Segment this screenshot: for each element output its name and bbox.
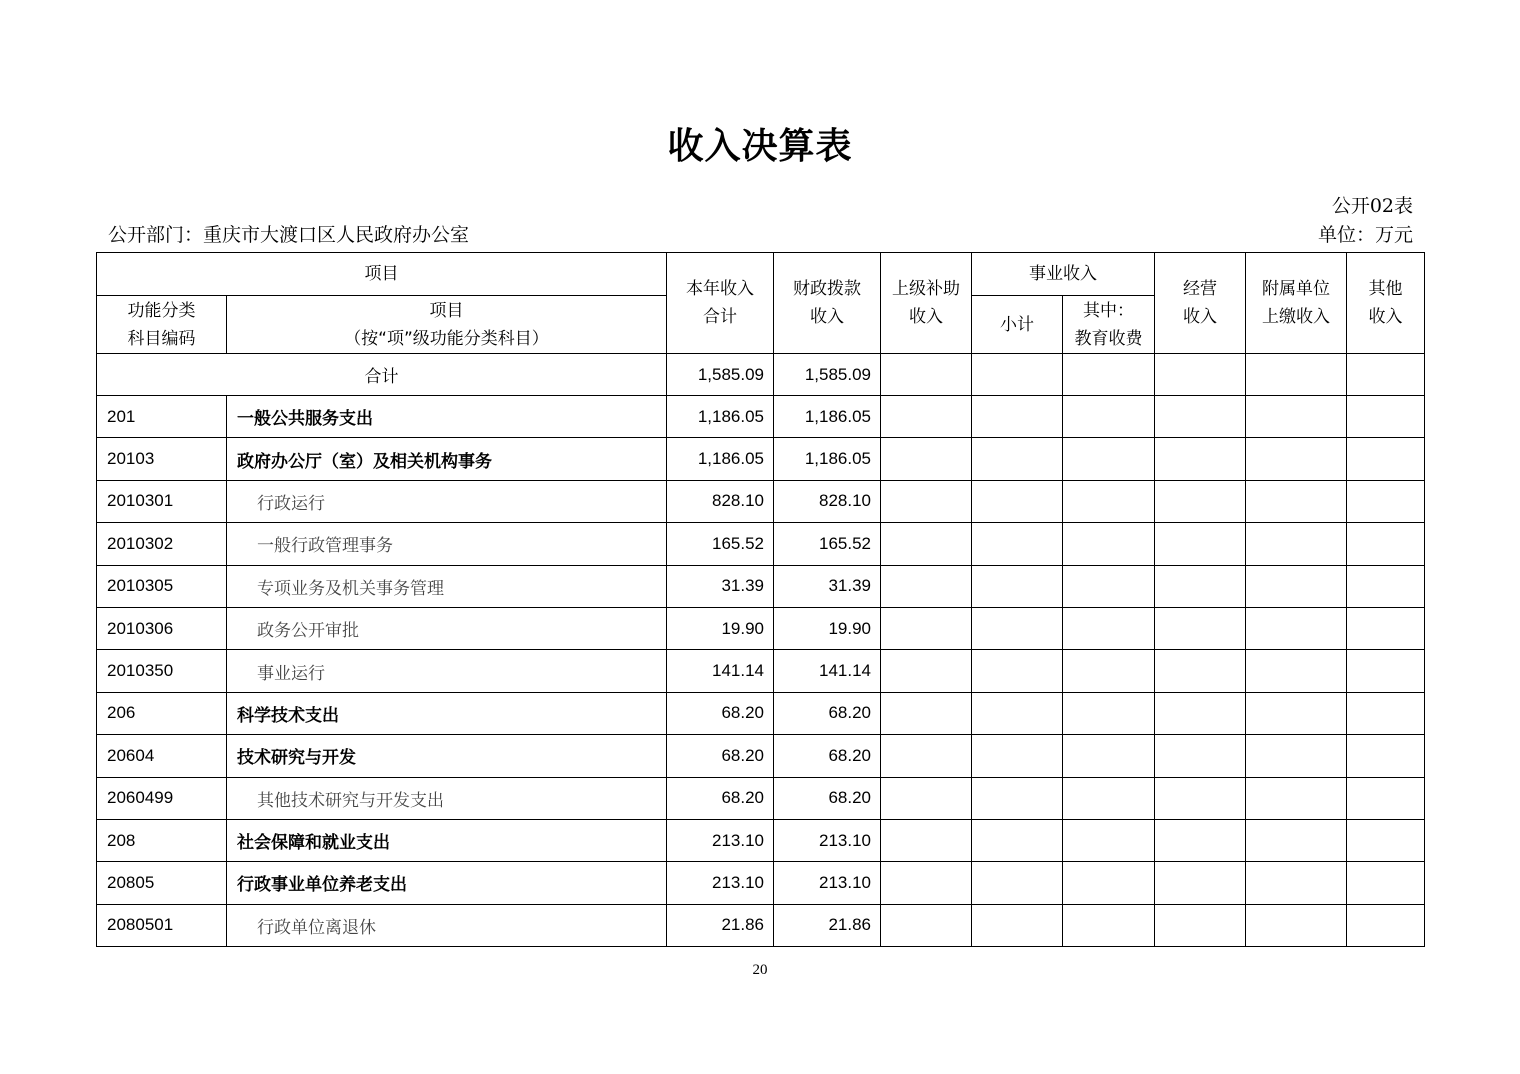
row-fiscal: 141.14: [774, 650, 881, 692]
row-name: 其他技术研究与开发支出: [227, 777, 667, 819]
empty-cell: [1347, 692, 1425, 734]
empty-cell: [881, 565, 972, 607]
empty-cell: [881, 396, 972, 438]
empty-cell: [881, 650, 972, 692]
empty-cell: [1063, 396, 1155, 438]
header-total-income: [667, 253, 774, 354]
table-row: [97, 480, 1425, 522]
header-fiscal-line2: 收入: [810, 307, 844, 327]
row-name: 一般行政管理事务: [227, 523, 667, 565]
table-body: [97, 396, 1425, 947]
table-row: [97, 692, 1425, 734]
row-code: 2010301: [97, 480, 227, 522]
empty-cell: [1155, 396, 1246, 438]
empty-cell: [1155, 862, 1246, 904]
header-other: [1347, 253, 1425, 354]
empty-cell: [1347, 396, 1425, 438]
empty-cell: [1246, 819, 1347, 861]
row-total-income: 68.20: [667, 692, 774, 734]
row-code: 20805: [97, 862, 227, 904]
empty-cell: [1347, 735, 1425, 777]
header-func-code-line2: 科目编码: [127, 328, 196, 349]
empty-cell: [881, 777, 972, 819]
header-other-line1: 其他: [1368, 279, 1403, 299]
row-code: 2060499: [97, 777, 227, 819]
empty-cell: [972, 819, 1063, 861]
empty-cell: [1246, 523, 1347, 565]
empty-cell: [1347, 607, 1425, 649]
row-fiscal: 828.10: [774, 480, 881, 522]
empty-cell: [1347, 523, 1425, 565]
row-total-income: 31.39: [667, 565, 774, 607]
department-label: 公开部门：重庆市大渡口区人民政府办公室: [108, 224, 470, 246]
empty-cell: [881, 607, 972, 649]
row-total-income: 141.14: [667, 650, 774, 692]
empty-cell: [972, 438, 1063, 480]
empty-cell: [1347, 862, 1425, 904]
row-code: 208: [97, 819, 227, 861]
header-total-income-line2: 合计: [703, 307, 737, 327]
header-affiliated-line1: 附属单位: [1262, 279, 1330, 299]
row-name: 行政单位离退休: [227, 904, 667, 946]
header-career-income: 事业收入: [972, 253, 1155, 296]
row-name: 行政事业单位养老支出: [227, 862, 667, 904]
empty-cell: [1155, 480, 1246, 522]
empty-cell: [972, 523, 1063, 565]
row-code: 2010306: [97, 607, 227, 649]
header-business-line2: 收入: [1183, 307, 1217, 327]
table-row: [97, 565, 1425, 607]
empty-cell: [1246, 607, 1347, 649]
empty-cell: [1063, 565, 1155, 607]
empty-cell: [881, 819, 972, 861]
empty-cell: [1347, 904, 1425, 946]
empty-cell: [1063, 438, 1155, 480]
row-name: 政务公开审批: [227, 607, 667, 649]
empty-cell: [1155, 438, 1246, 480]
empty-cell: [972, 650, 1063, 692]
empty-cell: [1246, 904, 1347, 946]
row-total-income: 68.20: [667, 777, 774, 819]
table-row: [97, 777, 1425, 819]
empty-cell: [972, 607, 1063, 649]
empty-cell: [972, 692, 1063, 734]
row-code: 2080501: [97, 904, 227, 946]
empty-cell: [881, 480, 972, 522]
header-business-line1: 经营: [1183, 279, 1217, 299]
empty-cell: [1063, 777, 1155, 819]
empty-cell: [972, 480, 1063, 522]
header-func-code: [97, 296, 227, 354]
row-name: 社会保障和就业支出: [227, 819, 667, 861]
row-name: 科学技术支出: [227, 692, 667, 734]
empty-cell: [1246, 565, 1347, 607]
row-code: 2010350: [97, 650, 227, 692]
empty-cell: [881, 354, 972, 396]
empty-cell: [881, 862, 972, 904]
row-code: 20604: [97, 735, 227, 777]
row-total-income: 1,186.05: [667, 438, 774, 480]
row-fiscal: 21.86: [774, 904, 881, 946]
empty-cell: [1063, 735, 1155, 777]
empty-cell: [1155, 650, 1246, 692]
empty-cell: [972, 735, 1063, 777]
row-total-income: 828.10: [667, 480, 774, 522]
empty-cell: [972, 354, 1063, 396]
header-total-income-line1: 本年收入: [686, 279, 754, 299]
table-row: [97, 819, 1425, 861]
header-superior-line1: 上级补助: [892, 279, 960, 299]
empty-cell: [1246, 438, 1347, 480]
total-income-value: 1,585.09: [667, 354, 774, 396]
header-superior: [881, 253, 972, 354]
empty-cell: [881, 904, 972, 946]
page-title: 收入决算表: [667, 126, 853, 167]
total-row: [97, 354, 1425, 396]
total-fiscal-value: 1,585.09: [774, 354, 881, 396]
empty-cell: [1246, 777, 1347, 819]
empty-cell: [1155, 692, 1246, 734]
table-row: [97, 396, 1425, 438]
empty-cell: [1347, 354, 1425, 396]
header-project: 项目: [97, 253, 667, 296]
empty-cell: [1155, 354, 1246, 396]
table-row: [97, 862, 1425, 904]
header-edu-fee: [1063, 296, 1155, 354]
empty-cell: [1347, 819, 1425, 861]
header-edu-line1: 其中：: [1083, 300, 1134, 321]
empty-cell: [972, 565, 1063, 607]
empty-cell: [1155, 777, 1246, 819]
empty-cell: [972, 777, 1063, 819]
row-name: 事业运行: [227, 650, 667, 692]
empty-cell: [1155, 904, 1246, 946]
form-code: 公开02表: [1331, 195, 1413, 217]
income-table: [96, 252, 1425, 947]
row-fiscal: 1,186.05: [774, 396, 881, 438]
row-total-income: 68.20: [667, 735, 774, 777]
empty-cell: [1246, 735, 1347, 777]
header-other-line2: 收入: [1368, 307, 1403, 327]
empty-cell: [1063, 607, 1155, 649]
empty-cell: [1063, 692, 1155, 734]
header-project-name-line1: 项目: [429, 300, 464, 321]
empty-cell: [1063, 862, 1155, 904]
empty-cell: [881, 523, 972, 565]
row-code: 201: [97, 396, 227, 438]
row-name: 政府办公厅（室）及相关机构事务: [227, 438, 667, 480]
empty-cell: [1246, 480, 1347, 522]
empty-cell: [1063, 650, 1155, 692]
empty-cell: [1063, 819, 1155, 861]
empty-cell: [1246, 396, 1347, 438]
empty-cell: [972, 396, 1063, 438]
header-superior-line2: 收入: [909, 307, 943, 327]
empty-cell: [1063, 354, 1155, 396]
row-fiscal: 68.20: [774, 777, 881, 819]
row-fiscal: 19.90: [774, 607, 881, 649]
empty-cell: [1155, 523, 1246, 565]
header-fiscal-line1: 财政拨款: [793, 279, 861, 299]
header-project-name: [227, 296, 667, 354]
header-affiliated-line2: 上缴收入: [1262, 307, 1330, 327]
empty-cell: [1246, 862, 1347, 904]
row-fiscal: 31.39: [774, 565, 881, 607]
row-total-income: 21.86: [667, 904, 774, 946]
empty-cell: [1155, 607, 1246, 649]
table-row: [97, 735, 1425, 777]
page-number: 20: [752, 962, 768, 978]
empty-cell: [972, 904, 1063, 946]
table-row: [97, 904, 1425, 946]
table-row: [97, 523, 1425, 565]
empty-cell: [1347, 565, 1425, 607]
empty-cell: [881, 692, 972, 734]
table-row: [97, 650, 1425, 692]
row-code: 2010305: [97, 565, 227, 607]
empty-cell: [1246, 650, 1347, 692]
empty-cell: [1155, 565, 1246, 607]
empty-cell: [1063, 523, 1155, 565]
empty-cell: [1063, 480, 1155, 522]
empty-cell: [1155, 819, 1246, 861]
row-name: 专项业务及机关事务管理: [227, 565, 667, 607]
row-name: 一般公共服务支出: [227, 396, 667, 438]
header-affiliated: [1246, 253, 1347, 354]
empty-cell: [1246, 354, 1347, 396]
row-fiscal: 213.10: [774, 862, 881, 904]
row-fiscal: 68.20: [774, 735, 881, 777]
unit-label: 单位：万元: [1317, 224, 1413, 246]
header-business: [1155, 253, 1246, 354]
empty-cell: [1347, 438, 1425, 480]
row-code: 2010302: [97, 523, 227, 565]
row-code: 206: [97, 692, 227, 734]
header-func-code-line1: 功能分类: [127, 300, 196, 321]
empty-cell: [881, 438, 972, 480]
row-total-income: 19.90: [667, 607, 774, 649]
empty-cell: [1347, 777, 1425, 819]
row-fiscal: 68.20: [774, 692, 881, 734]
row-name: 行政运行: [227, 480, 667, 522]
row-total-income: 213.10: [667, 819, 774, 861]
empty-cell: [1347, 480, 1425, 522]
empty-cell: [881, 735, 972, 777]
table-row: [97, 438, 1425, 480]
empty-cell: [1063, 904, 1155, 946]
row-fiscal: 213.10: [774, 819, 881, 861]
empty-cell: [972, 862, 1063, 904]
empty-cell: [1347, 650, 1425, 692]
header-project-name-line2: （按“项”级功能分类科目）: [344, 328, 549, 349]
row-name: 技术研究与开发: [227, 735, 667, 777]
header-fiscal: [774, 253, 881, 354]
empty-cell: [1155, 735, 1246, 777]
row-code: 20103: [97, 438, 227, 480]
header-edu-line2: 教育收费: [1074, 328, 1143, 349]
row-total-income: 165.52: [667, 523, 774, 565]
row-total-income: 213.10: [667, 862, 774, 904]
row-fiscal: 1,186.05: [774, 438, 881, 480]
header-row-1: [97, 253, 1425, 296]
total-label: 合计: [97, 354, 667, 396]
empty-cell: [1246, 692, 1347, 734]
row-fiscal: 165.52: [774, 523, 881, 565]
header-subtotal: 小计: [972, 296, 1063, 354]
row-total-income: 1,186.05: [667, 396, 774, 438]
table-row: [97, 607, 1425, 649]
